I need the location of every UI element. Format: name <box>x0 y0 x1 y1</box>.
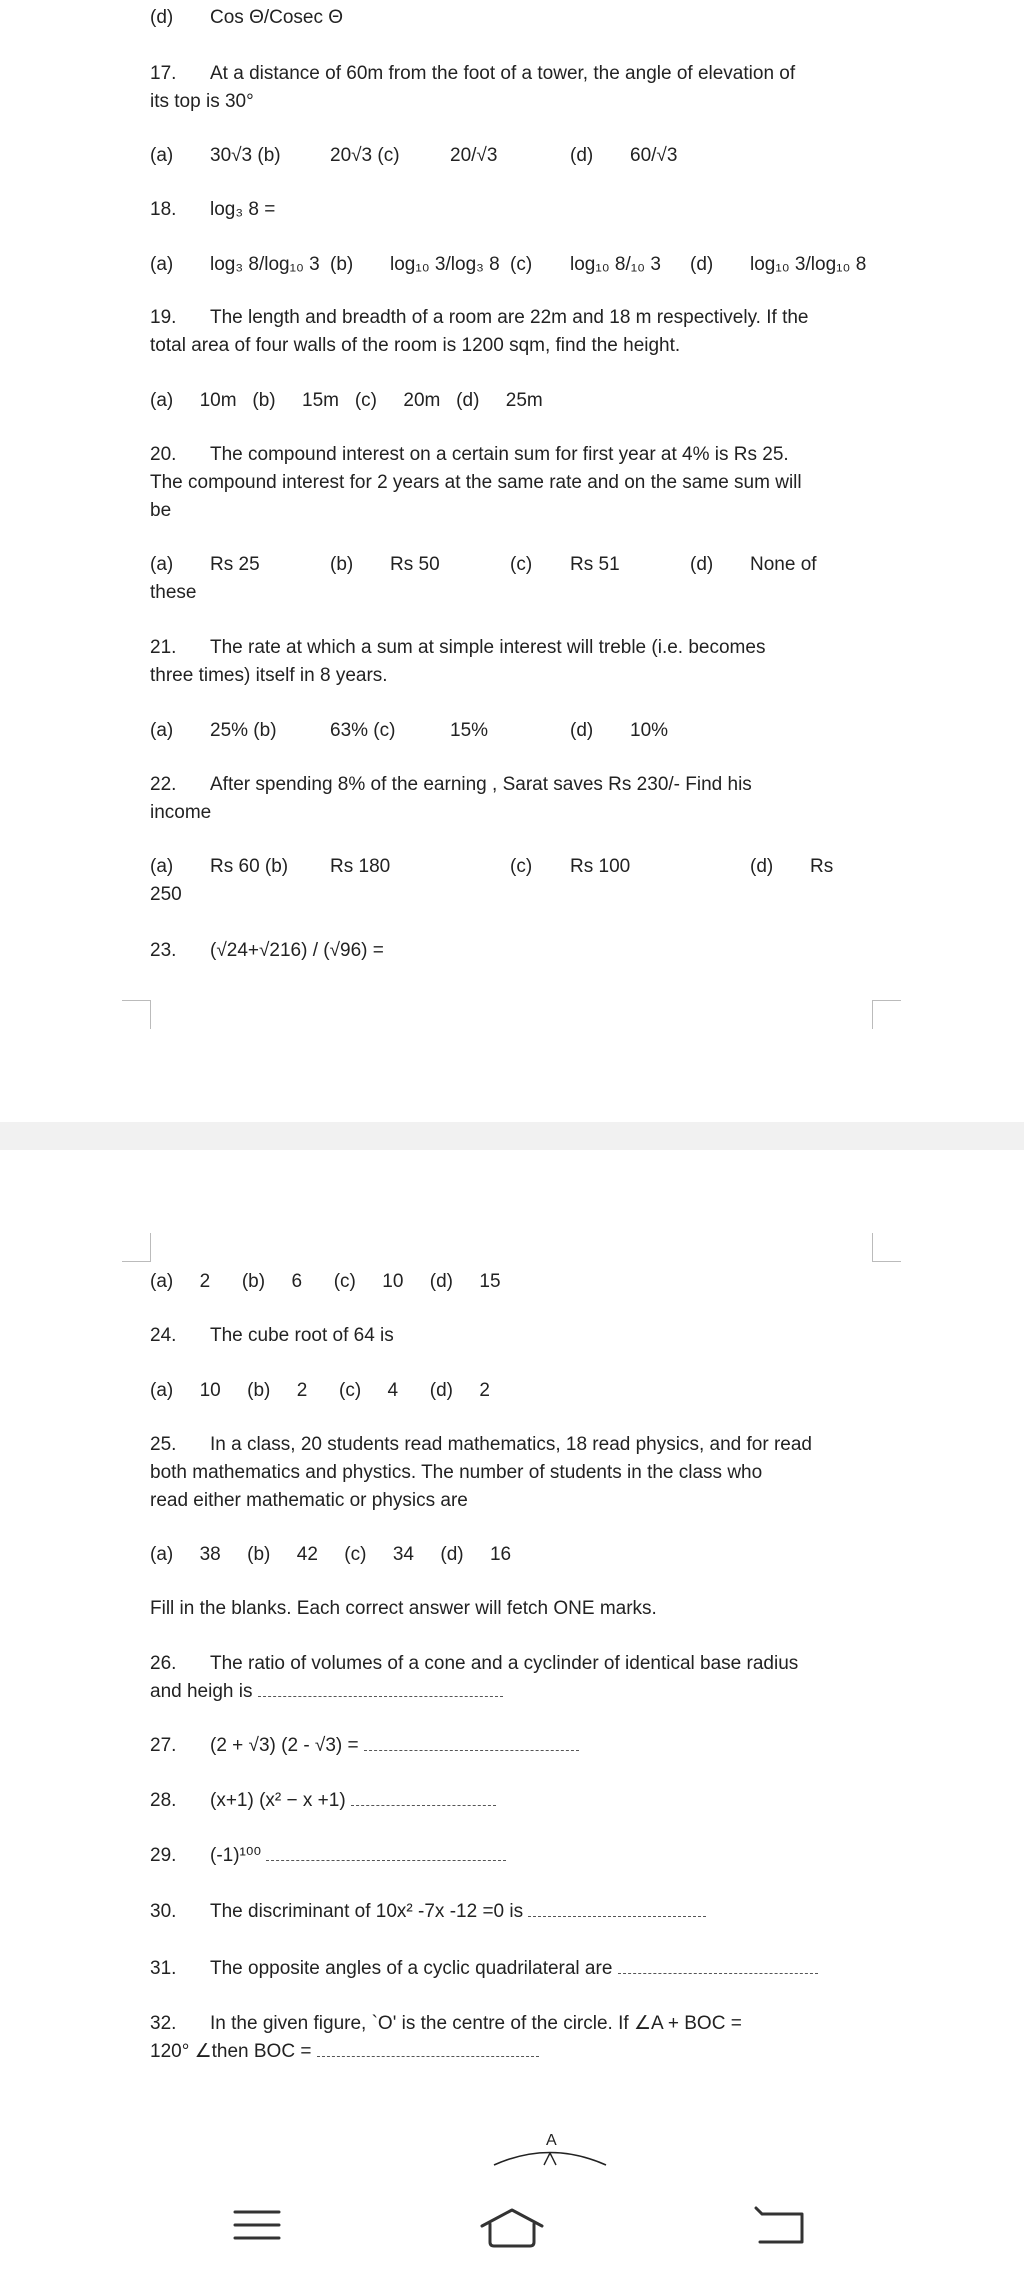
q25-question: 25. In a class, 20 students read mathematics, 18 read physics, and for read <box>150 1434 812 1455</box>
answer-blank[interactable] <box>364 1732 579 1751</box>
q20-question-cont2: be <box>150 500 172 521</box>
page-corner-mark <box>872 1000 901 1029</box>
circle-figure <box>490 2115 610 2170</box>
back-button[interactable] <box>730 2190 830 2260</box>
q21-options: (a) 25% (b) 63% (c) 15% (d) 10% <box>150 720 669 741</box>
answer-blank[interactable] <box>528 1898 706 1917</box>
home-icon <box>462 2190 562 2260</box>
android-nav-bar <box>0 2172 1024 2275</box>
document-page-2 <box>0 1150 1024 2172</box>
q16-tail: (d) Cos Θ/Cosec Θ <box>150 7 344 28</box>
q30-question: 30. The discriminant of 10x² -7x -12 =0 is <box>150 1898 890 1926</box>
home-button[interactable] <box>462 2190 562 2260</box>
q25-question-cont2: read either mathematic or physics are <box>150 1490 468 1511</box>
answer-blank[interactable] <box>351 1787 496 1806</box>
q29-question: 29. (-1)¹⁰⁰ <box>150 1842 890 1870</box>
answer-blank[interactable] <box>266 1842 506 1861</box>
q18-question: 18. log₃ 8 = <box>150 199 276 220</box>
q18-options: (a) log₃ 8/log₁₀ 3 (b) log₁₀ 3/log₃ 8 (c) log₁₀ 8/₁₀ 3 (d) log₁₀ 3/log₁₀ 8 <box>150 254 867 275</box>
point-label-a: A <box>546 2132 557 2149</box>
q21-question: 21. The rate at which a sum at simple interest will treble (i.e. becomes <box>150 637 766 658</box>
answer-blank[interactable] <box>317 2038 539 2057</box>
page-separator <box>0 1122 1024 1150</box>
q20-options: (a) Rs 25 (b) Rs 50 (c) Rs 51 (d) None of <box>150 554 817 575</box>
q26-question: 26. The ratio of volumes of a cone and a cyclinder of identical base radius <box>150 1653 799 1674</box>
q22-question-cont: income <box>150 802 212 823</box>
q22-options: (a) Rs 60 (b) Rs 180 (c) Rs 100 (d) Rs <box>150 856 834 877</box>
q25-options: (a) 38 (b) 42 (c) 34 (d) 16 <box>150 1544 512 1565</box>
q25-question-cont: both mathematics and phystics. The number of students in the class who <box>150 1462 763 1483</box>
q21-question-cont: three times) itself in 8 years. <box>150 665 388 686</box>
q20-options-cont: these <box>150 582 197 603</box>
answer-blank[interactable] <box>258 1678 503 1697</box>
chord-line <box>550 2153 556 2165</box>
page-corner-mark <box>122 1233 151 1262</box>
q23-question: 23. (√24+√216) / (√96) = <box>150 940 384 961</box>
q31-question: 31. The opposite angles of a cyclic quadrilateral are <box>150 1955 890 1983</box>
q19-question-cont: total area of four walls of the room is 1200 sqm, find the height. <box>150 335 681 356</box>
chord-line <box>544 2153 550 2165</box>
q17-question: 17. At a distance of 60m from the foot of a tower, the angle of elevation of <box>150 63 796 84</box>
q22-question: 22. After spending 8% of the earning , Sarat saves Rs 230/- Find his <box>150 774 752 795</box>
page-corner-mark <box>872 1233 901 1262</box>
menu-lines-icon <box>207 2190 307 2260</box>
q23-options: (a) 2 (b) 6 (c) 10 (d) 15 <box>150 1271 501 1292</box>
page-corner-mark <box>122 1000 151 1029</box>
answer-blank[interactable] <box>618 1955 818 1974</box>
q26-question-cont: and heigh is <box>150 1678 890 1706</box>
q20-question: 20. The compound interest on a certain sum for first year at 4% is Rs 25. <box>150 444 789 465</box>
back-arrow-icon <box>730 2190 830 2260</box>
q22-options-cont: 250 <box>150 884 182 905</box>
document-page-1 <box>0 0 1024 1122</box>
q32-question-cont: 120° ∠then BOC = <box>150 2038 890 2066</box>
q24-question: 24. The cube root of 64 is <box>150 1325 394 1346</box>
recent-apps-button[interactable] <box>207 2190 307 2260</box>
q28-question: 28. (x+1) (x² − x +1) <box>150 1787 890 1815</box>
q19-options: (a) 10m (b) 15m (c) 20m (d) 25m <box>150 390 543 411</box>
q17-options: (a) 30√3 (b) 20√3 (c) 20/√3 (d) 60/√3 <box>150 145 678 166</box>
q19-question: 19. The length and breadth of a room are 22m and 18 m respectively. If the <box>150 307 809 328</box>
q17-question-cont: its top is 30° <box>150 91 254 112</box>
q24-options: (a) 10 (b) 2 (c) 4 (d) 2 <box>150 1380 490 1401</box>
q27-question: 27. (2 + √3) (2 - √3) = <box>150 1732 890 1760</box>
q20-question-cont: The compound interest for 2 years at the same rate and on the same sum will <box>150 472 802 493</box>
q32-question: 32. In the given figure, `O' is the centre of the circle. If ∠A + BOC = <box>150 2013 742 2034</box>
section-heading: Fill in the blanks. Each correct answer will fetch ONE marks. <box>150 1598 657 1619</box>
